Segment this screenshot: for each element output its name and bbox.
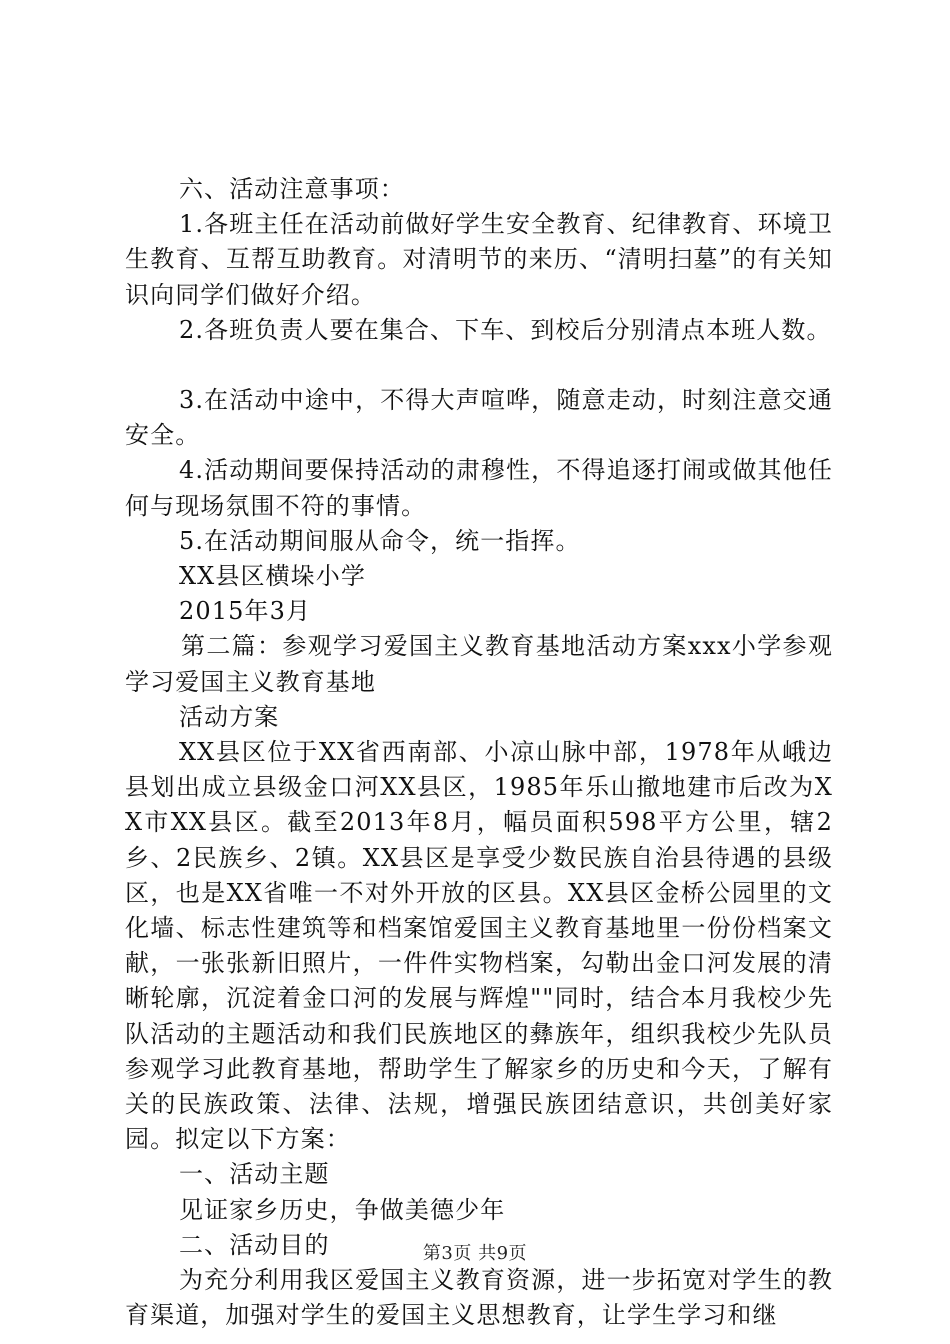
plan-subtitle: 活动方案: [179, 702, 280, 731]
note-item-2: 2.各班负责人要在集合、下车、到校后分别清点本班人数。: [179, 315, 832, 344]
note-item-4: 4.活动期间要保持活动的肃穆性，不得追逐打闹或做其他任何与现场氛围不符的事情。: [125, 456, 833, 520]
note-item-1: 1.各班主任在活动前做好学生安全教育、纪律教育、环境卫生教育、互帮互助教育。对清明节的来历、“清明扫墓”的有关知识向同学们做好介绍。: [125, 210, 833, 309]
section-heading-purpose: 二、活动目的: [179, 1230, 330, 1259]
school-name: XX县区横垛小学: [179, 562, 366, 591]
section-heading-theme: 一、活动主题: [179, 1160, 330, 1189]
theme-text: 见证家乡历史，争做美德少年: [179, 1195, 506, 1224]
note-item-3: 3.在活动中途中，不得大声喧哗，随意走动，时刻注意交通安全。: [125, 386, 833, 450]
document-body: [125, 172, 833, 1334]
purpose-text: 为充分利用我区爱国主义教育资源，进一步拓宽对学生的教育渠道，加强对学生的爱国主义思想教育，让学生学习和继: [125, 1266, 833, 1330]
page-footer: 第3页 共9页: [422, 1243, 528, 1264]
chapter-title: 第二篇：参观学习爱国主义教育基地活动方案xxx小学参观学习爱国主义教育基地: [125, 632, 833, 696]
section-heading-notes: 六、活动注意事项：: [179, 175, 405, 203]
note-item-5: 5.在活动期间服从命令，统一指挥。: [179, 526, 581, 555]
intro-paragraph: XX县区位于XX省西南部、小凉山脉中部，1978年从峨边县划出成立县级金口河XX县区，1985年乐山撤地建市后改为XX市XX县区。截至2013年8月，幅员面积598平方公里，辖2乡、2民族乡、2镇。XX县区是享受少数民族自治县待遇的县级区，也是XX省唯一不对外开放的区县。XX县区金桥公园里的文化墙、标志性建筑等和档案馆爱国主义教育基地里一份份档案文献，一张张新旧照片，一件件实物档案，勾勒出金口河发展的清晰轮廓，沉淀着金口河的发展与辉煌""同时，结合本月我校少先队活动的主题活动和我们民族地区的彝族年，组织我校少先队员参观学习此教育基地，帮助学生了解家乡的历史和今天，了解有关的民族政策、法律、法规，增强民族团结意识，共创美好家园。拟定以下方案：: [125, 738, 833, 1154]
document-date: 2015年3月: [179, 597, 312, 626]
